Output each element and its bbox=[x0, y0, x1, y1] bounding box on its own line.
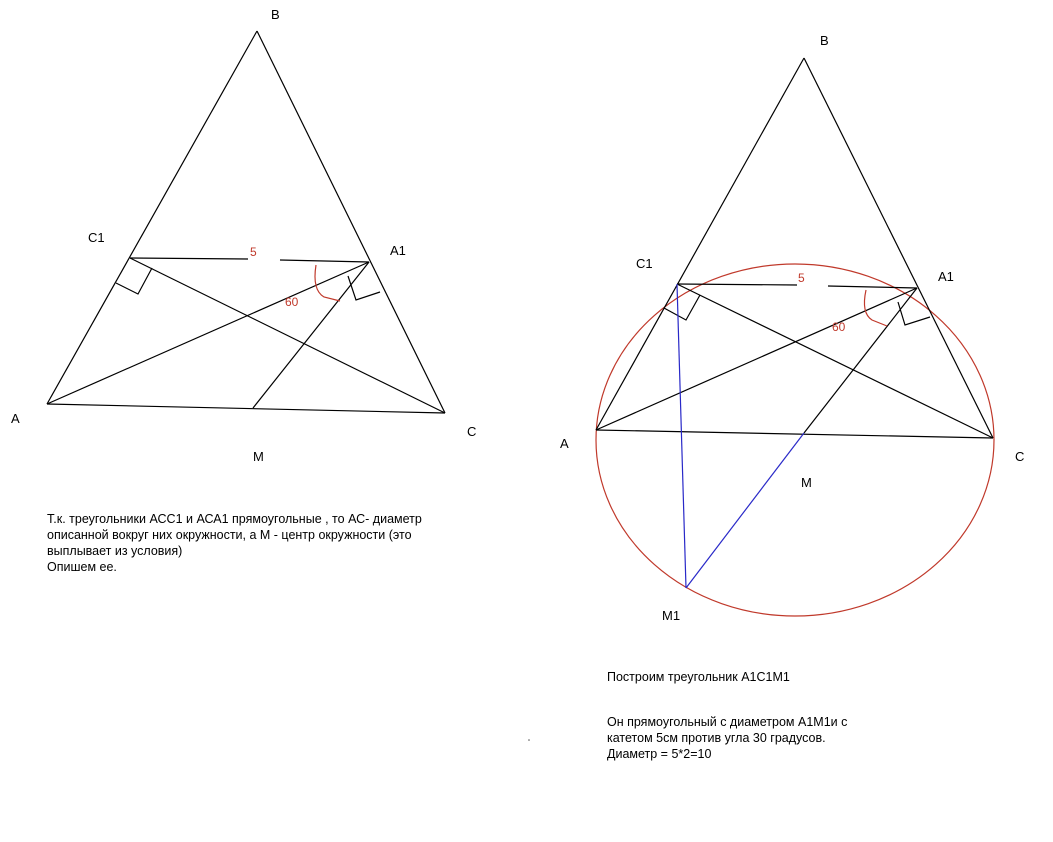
left-label-m: M bbox=[253, 449, 264, 464]
right-segment-mm1 bbox=[686, 433, 804, 588]
right-label-c1: C1 bbox=[636, 256, 653, 271]
right-label-m1: M1 bbox=[662, 608, 681, 623]
right-segment-c1a1-part1 bbox=[677, 284, 797, 285]
right-circumcircle bbox=[596, 264, 994, 616]
left-text-line-4: Опишем ее. bbox=[47, 560, 117, 574]
left-length-label: 5 bbox=[250, 245, 257, 259]
left-segment-c1a1-part1 bbox=[130, 258, 248, 259]
left-right-angle-a1 bbox=[348, 276, 380, 300]
right-segment-c1a1-part2 bbox=[828, 286, 917, 288]
left-text-line-2: описанной вокруг них окружности, а М - центр окружности (это bbox=[47, 528, 412, 542]
right-angle-label: 60 bbox=[832, 320, 846, 334]
right-heading: Построим треугольник А1С1М1 bbox=[607, 670, 790, 684]
left-label-b: B bbox=[271, 7, 280, 22]
right-altitude-aa1 bbox=[596, 288, 917, 430]
right-label-b: B bbox=[820, 33, 829, 48]
right-figure bbox=[596, 58, 994, 616]
right-segment-c1m1 bbox=[677, 284, 686, 588]
left-angle-label: 60 bbox=[285, 295, 299, 309]
right-text-line-3: Диаметр = 5*2=10 bbox=[607, 747, 712, 761]
left-labels bbox=[11, 7, 476, 464]
left-text-line-3: выплывает из условия) bbox=[47, 544, 183, 558]
right-length-label: 5 bbox=[798, 271, 805, 285]
left-side-ac bbox=[47, 404, 445, 413]
left-altitude-aa1 bbox=[47, 262, 369, 404]
right-side-ac bbox=[596, 430, 993, 438]
left-side-bc bbox=[257, 31, 445, 413]
left-label-c1: C1 bbox=[88, 230, 105, 245]
right-side-ab bbox=[596, 58, 804, 430]
left-segment-c1a1-part2 bbox=[280, 260, 369, 262]
left-figure bbox=[47, 31, 445, 413]
left-side-ab bbox=[47, 31, 257, 404]
left-explanation bbox=[47, 511, 422, 575]
right-label-m: M bbox=[801, 475, 812, 490]
right-explanation bbox=[607, 714, 847, 762]
right-text-line-1: Он прямоугольный с диаметром А1М1и с bbox=[607, 715, 848, 729]
left-text-line-1: Т.к. треугольники АСС1 и АСА1 прямоугольные , то АС- диаметр bbox=[47, 512, 422, 526]
right-label-a: A bbox=[560, 436, 569, 451]
right-side-bc bbox=[804, 58, 993, 438]
left-median-ma1 bbox=[253, 262, 369, 408]
left-label-a1: A1 bbox=[390, 243, 406, 258]
left-label-c: C bbox=[467, 424, 477, 439]
right-labels bbox=[560, 33, 1024, 623]
left-altitude-cc1 bbox=[130, 258, 445, 413]
right-label-c: C bbox=[1015, 449, 1025, 464]
right-label-a1: A1 bbox=[938, 269, 954, 284]
left-label-a: A bbox=[11, 411, 20, 426]
stray-dot bbox=[528, 739, 530, 741]
right-text-line-2: катетом 5см против угла 30 градусов. bbox=[607, 731, 826, 745]
right-angle-arc bbox=[864, 290, 887, 326]
right-altitude-cc1 bbox=[677, 284, 993, 438]
left-angle-arc bbox=[315, 265, 340, 301]
